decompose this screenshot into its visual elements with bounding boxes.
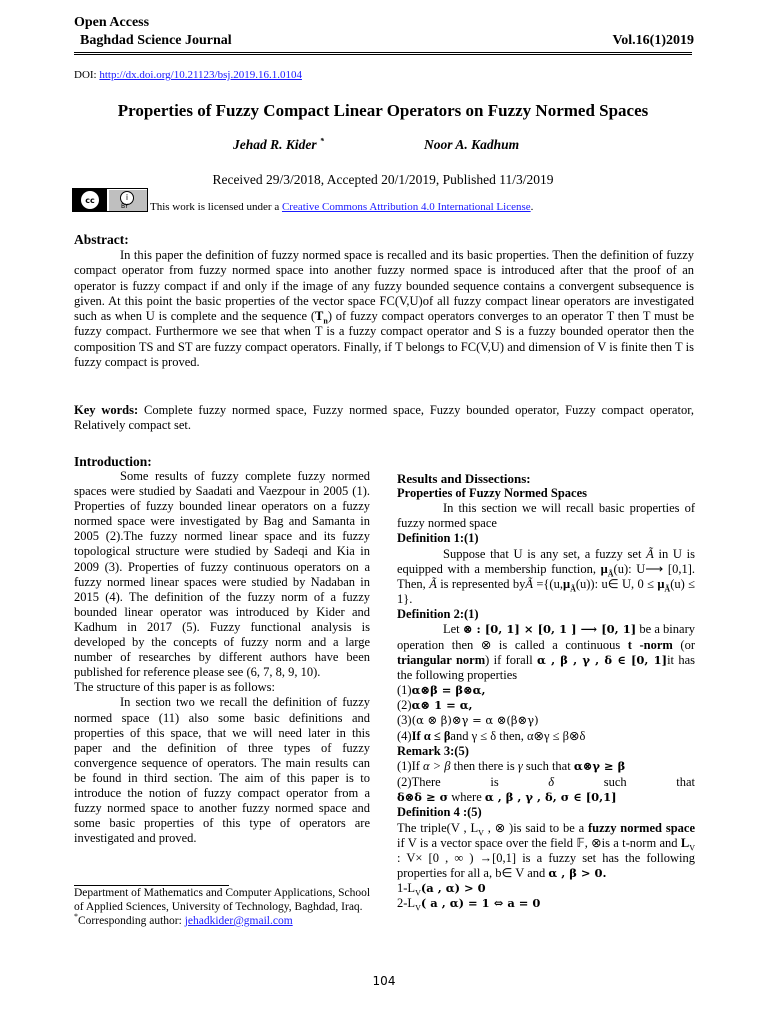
keywords	[74, 403, 694, 434]
definition-1-title: Definition 1:(1)	[397, 531, 479, 546]
def1-text-f: (u)): u∈ U, 0 ≤	[575, 576, 658, 591]
prop1-num: (1)	[397, 682, 412, 697]
def2-text-a: Let	[443, 622, 463, 637]
volume-label: Vol.16(1)2019	[612, 33, 694, 48]
def2-text-d: ) if forall	[485, 652, 538, 667]
def4-d: : V× [0 , ∞ ) →[0,1] is a fuzzy set has the following properties for all a, b∈ V and	[397, 850, 695, 880]
rem3-1e: such that	[522, 759, 574, 774]
attribution-icon: i	[120, 191, 134, 205]
prop4-a: If α ≤ β	[411, 728, 451, 743]
keywords-label: Key words:	[74, 403, 139, 417]
rem3-2a: (2)There	[397, 774, 441, 789]
property-3	[397, 713, 695, 728]
def1-text-c: (u): U⟶ [0,1]. Then,	[397, 561, 695, 591]
def2-tnorm: t -norm	[627, 637, 673, 652]
license-line	[150, 201, 533, 214]
definition-4-body	[397, 821, 695, 881]
rem3-1b: α > β	[423, 759, 451, 774]
prop4-c: α⊗γ ≤ β⊗δ	[527, 728, 586, 743]
cc-icon: cc	[81, 191, 99, 209]
remark-3-line-2	[397, 775, 695, 790]
definition-1-body: Suppose that U is any set, a fuzzy set Ã in U is equipped with a membership function, $\mu_Ã(u)$: U⟶ [0,1]. Then, Ã is represented byÃ $=\{(u,\mu_Ã(u))$: u∈ U, $0 \le \mu_Ã(u) \le 1$}.	[397, 546, 695, 607]
results-subheading: Properties of Fuzzy Normed Spaces	[397, 486, 588, 500]
rem3-2h: α , β , γ , δ, σ ∈ [0,1]	[484, 789, 617, 804]
license-prefix: This work is licensed under a	[150, 201, 282, 213]
remark-3-line-1	[397, 759, 695, 774]
rem3-2f: δ⊗δ ≥ σ	[397, 789, 449, 804]
license-suffix: .	[530, 201, 534, 213]
introduction-heading: Introduction:	[74, 454, 152, 469]
abstract-heading: Abstract:	[74, 232, 129, 247]
cond1-sub: V	[415, 888, 421, 898]
rem3-1f: α⊗γ ≥ β	[573, 759, 626, 774]
license-link[interactable]: Creative Commons Attribution 4.0 International License	[281, 201, 531, 213]
tn-symbol: T	[315, 309, 324, 324]
cond1-a: 1-L	[397, 880, 416, 895]
affiliation-text: Department of Mathematics and Computer Applications, School of Applied Sciences, University of Technology, Baghdad, Iraq.	[74, 887, 371, 913]
keywords-text: Complete fuzzy normed space, Fuzzy normed space, Fuzzy bounded operator, Fuzzy compact operator, Relatively compact set.	[74, 403, 694, 433]
def1-text-g: (u) ≤ 1}.	[397, 576, 695, 607]
journal-name: Baghdad Science Journal	[80, 33, 232, 48]
def4-b: , ⊗ )is said to be a	[483, 820, 588, 835]
def2-text-e: it has the following properties	[397, 652, 696, 682]
rem3-1a: (1)If	[397, 759, 424, 774]
cond2-a: 2-L	[397, 896, 416, 911]
introduction-para-3: In section two we recall the definition of fuzzy normed space (11) also some basic definitions and properties of this space, that we will need later in this paper and the definition of three types of fuzzy convergence sequence of operators. The main results can be found in third section. The aim of this paper is to introduce the notion of fuzzy compact operator from a fuzzy normed space to another fuzzy normed space and some basic properties of this type of operators are investigated and proved.	[74, 695, 370, 846]
results-intro: In this section we will recall basic properties of fuzzy normed space	[397, 501, 695, 531]
def4-sub2: V	[689, 843, 695, 853]
journal-header	[74, 14, 694, 50]
def4-l: L	[680, 835, 690, 850]
cond2-b: ( a , α) = 1 ⇔ a = 0	[420, 896, 541, 911]
author-1	[233, 137, 324, 152]
prop3-formula: (α ⊗ β)⊗γ = α ⊗(β⊗γ)	[411, 713, 539, 728]
header-rule-2	[74, 54, 692, 55]
prop3-num: (3)	[397, 713, 412, 728]
property-4	[397, 729, 695, 744]
introduction-para-1: Some results of fuzzy complete fuzzy normed spaces were studied by Saadati and Vaezpour in 2005 (1). Properties of fuzzy bounded linear operators on a fuzzy normed space were investigated by Bag and Samanta in 2005 (2).The fuzzy normed linear space and its fuzzy topological structure were studied by Sadeqi and Kia in 2009 (3). Properties of fuzzy continuous operators on a fuzzy normed linear spaces were studied by Nadaban in 2015 (4). The definition of the fuzzy norm of a fuzzy bounded linear operator was introduced by Kider and Kadhum in 2017 (5). Fuzzy functional analysis is developed by the concepts of fuzzy norm and a large number of researches by different authors have been published for reference please see (6, 7, 8, 9, 10).	[74, 469, 370, 680]
author-2-name: Noor A. Kadhum	[424, 137, 520, 152]
def2-triangular: triangular norm	[397, 652, 486, 667]
paper-title: Properties of Fuzzy Compact Linear Operators on Fuzzy Normed Spaces	[117, 101, 649, 120]
prop2-num: (2)	[397, 698, 412, 713]
prop2-formula: α⊗ 1 = α,	[411, 698, 473, 713]
results-column	[397, 471, 695, 911]
prop4-num: (4)	[397, 728, 412, 743]
def2-vars: α , β , γ , δ ∈ [0, 1]	[537, 652, 668, 667]
def1-text-e: ={(u,	[533, 576, 563, 591]
def4-fuzzy-normed: fuzzy normed space	[588, 820, 695, 835]
rem3-2c: δ	[548, 774, 555, 789]
corr-mark: *	[74, 912, 78, 922]
prop1-formula: α⊗β = β⊗α,	[411, 682, 486, 697]
cond2-sub: V	[415, 903, 421, 913]
condition-1	[397, 881, 695, 896]
property-1	[397, 683, 695, 698]
def4-sub1: V	[478, 828, 484, 837]
corresponding-author	[74, 914, 374, 928]
rem3-2b: is	[490, 774, 499, 789]
results-heading: Results and Dissections:	[397, 471, 531, 486]
def2-text-b: be a binary operation then ⊗ is called a continuous	[397, 622, 695, 652]
rem3-2g: where	[448, 789, 485, 804]
abstract-text-2: ) of fuzzy compact operators converges to an operator T then T must be fuzzy compact. Furthermore we see that when T is a fuzzy compact operator and S is a fuzzy bounded operator then the composition TS and ST are fuzzy compact operators. Finally, if T belongs to FC(V,U) and dimension of V is finite then T is fuzzy compact is proved.	[74, 309, 694, 370]
def1-text-b: in U is equipped with a membership function,	[397, 546, 695, 576]
rem3-1d: γ	[517, 759, 523, 774]
publication-dates: Received 29/3/2018, Accepted 20/1/2019, Published 11/3/2019	[212, 172, 554, 187]
abstract-body	[74, 248, 694, 370]
def4-e: α , β > 0.	[548, 865, 607, 880]
def2-text-c: (or	[672, 637, 695, 652]
corr-label: Corresponding author:	[78, 915, 185, 927]
prop4-b: and γ ≤ δ then,	[450, 728, 527, 743]
abstract-text-1: In this paper the definition of fuzzy normed space is recalled and its basic properties. Then the definition of fuzzy compact operator from fuzzy normed space into another fuzzy normed space is introduced after that the proof of an operator is fuzzy compact if and only if the image of any fuzzy bounded sequence contains a convergent subsequence is given. At this point the basic properties of the vector space FC(V,U)of all fuzzy compact linear operators are investigated such as when U is complete and the sequence (	[74, 248, 694, 324]
def1-text-a: Suppose that U is any set, a fuzzy set	[443, 546, 647, 561]
rem3-1c: then there is	[450, 759, 518, 774]
property-2	[397, 698, 695, 713]
def2-operation: ⊗ : [0, 1] × [0, 1 ] ⟶ [0, 1]	[462, 622, 637, 637]
doi-label: DOI:	[74, 69, 97, 81]
by-label: BY	[121, 203, 129, 210]
definition-4-title: Definition 4 :(5)	[397, 805, 482, 820]
definition-2-title: Definition 2:(1)	[397, 607, 479, 622]
cond1-b: (a , α) > 0	[420, 880, 486, 895]
cc-by-badge[interactable]	[72, 188, 148, 212]
def1-text-d: is represented by	[436, 576, 526, 591]
author-2	[424, 137, 519, 152]
rem3-2e: that	[676, 774, 695, 789]
remark-3-line-3	[397, 790, 695, 805]
def4-c: if V is a vector space over the field 𝔽, ⊗is a t-norm and	[397, 835, 681, 850]
remark-3-title: Remark 3:(5)	[397, 744, 469, 759]
introduction-para-2: The structure of this paper is as follows:	[74, 680, 275, 695]
def4-a: The triple(V , L	[397, 820, 479, 835]
condition-2	[397, 896, 695, 911]
introduction-column	[74, 454, 370, 846]
open-access-label: Open Access	[74, 15, 150, 30]
page-number: 104	[372, 974, 396, 988]
rem3-2d: such	[603, 774, 627, 789]
definition-2-body	[397, 622, 695, 682]
author-1-mark: *	[320, 136, 325, 146]
affiliation	[74, 886, 374, 928]
doi-line	[74, 68, 302, 83]
tn-subscript: n	[323, 316, 328, 326]
corr-email-link[interactable]: jehadkider@gmail.com	[184, 915, 293, 927]
header-rule	[74, 52, 692, 53]
author-1-name: Jehad R. Kider	[233, 137, 317, 152]
doi-link[interactable]: http://dx.doi.org/10.21123/bsj.2019.16.1.0104	[99, 69, 302, 81]
